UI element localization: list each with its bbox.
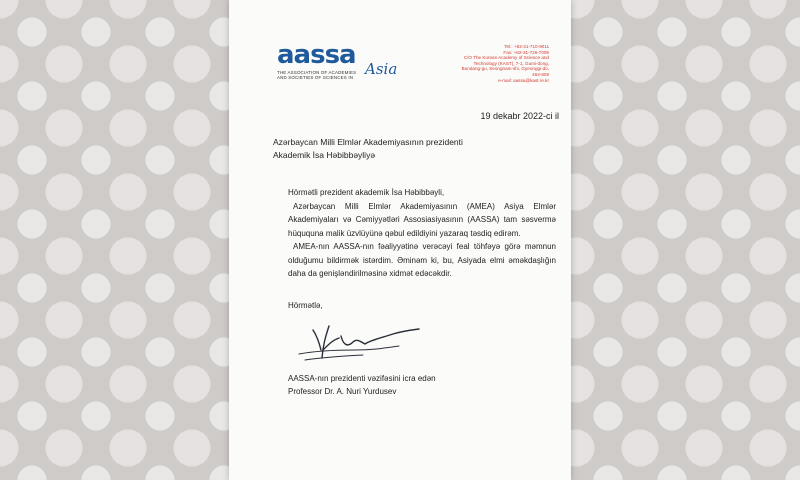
closing: Hörmətlə, (288, 301, 323, 310)
recipient-line: Akademik İsa Həbibbəyliyə (273, 150, 376, 160)
recipient-block (273, 136, 463, 162)
logo-asia: Asia (365, 60, 398, 78)
contact-line: Fax: +82-31-726-7009 (503, 49, 549, 55)
signer-title: AASSA-nın prezidenti vəzifəsini icra edən (288, 374, 436, 383)
letter-date: 19 dekabr 2022-ci il (480, 111, 559, 121)
greeting: Hörmətli prezident akademik İsa Həbibbəyli, (288, 188, 445, 197)
logo-tagline-2: AND SOCIETIES OF SCIENCES IN (277, 75, 354, 80)
body-paragraph: AMEA-nın AASSA-nın fəaliyyətinə verəcəyi feal töhfəyə görə məmnun olduğumu bildirmək istərdim. Əminəm ki, bu, Asiyada elmi əməkdaşlığın daha da genişləndirilməsinə xidmət edəcəkdir. (288, 242, 556, 278)
contact-line: Technology (KAST), 7-1, Gumi-dong, (473, 60, 549, 66)
letter-body (288, 186, 556, 281)
recipient-line: Azərbaycan Milli Elmlər Akademiyasının prezidenti (273, 137, 463, 147)
logo-wordmark: aassa (277, 40, 356, 70)
contact-line: Tel.: +82-31-710-9011 (504, 44, 549, 49)
logo-tagline-1: THE ASSOCIATION OF ACADEMIES (277, 70, 357, 75)
contact-block (419, 44, 549, 83)
signer-block (288, 372, 436, 398)
contact-line: e-mail: aassa@kast.re.kr (498, 77, 549, 83)
signature-image (295, 320, 435, 364)
contact-line: Bundang-gu, Seongnam-shi, Gyeonggi-do, (461, 66, 549, 72)
aassa-logo (277, 40, 398, 90)
contact-line: C/O The Korean Academy of Science and (463, 55, 549, 61)
body-paragraph: Azərbaycan Milli Elmlər Akademiyasının (AMEA) Asiya Elmlər Akademiyaları və Cəmiyyətləri Assosiasiyasının (AASSA) tam səsvermə hüququna malik üzvlüyünə qəbul edildiyini yazaraq təsdiq edirəm. (288, 201, 556, 238)
contact-line: 463-808 (532, 71, 549, 77)
letter-page (229, 0, 571, 480)
signer-name: Professor Dr. A. Nuri Yurdusev (288, 387, 397, 396)
